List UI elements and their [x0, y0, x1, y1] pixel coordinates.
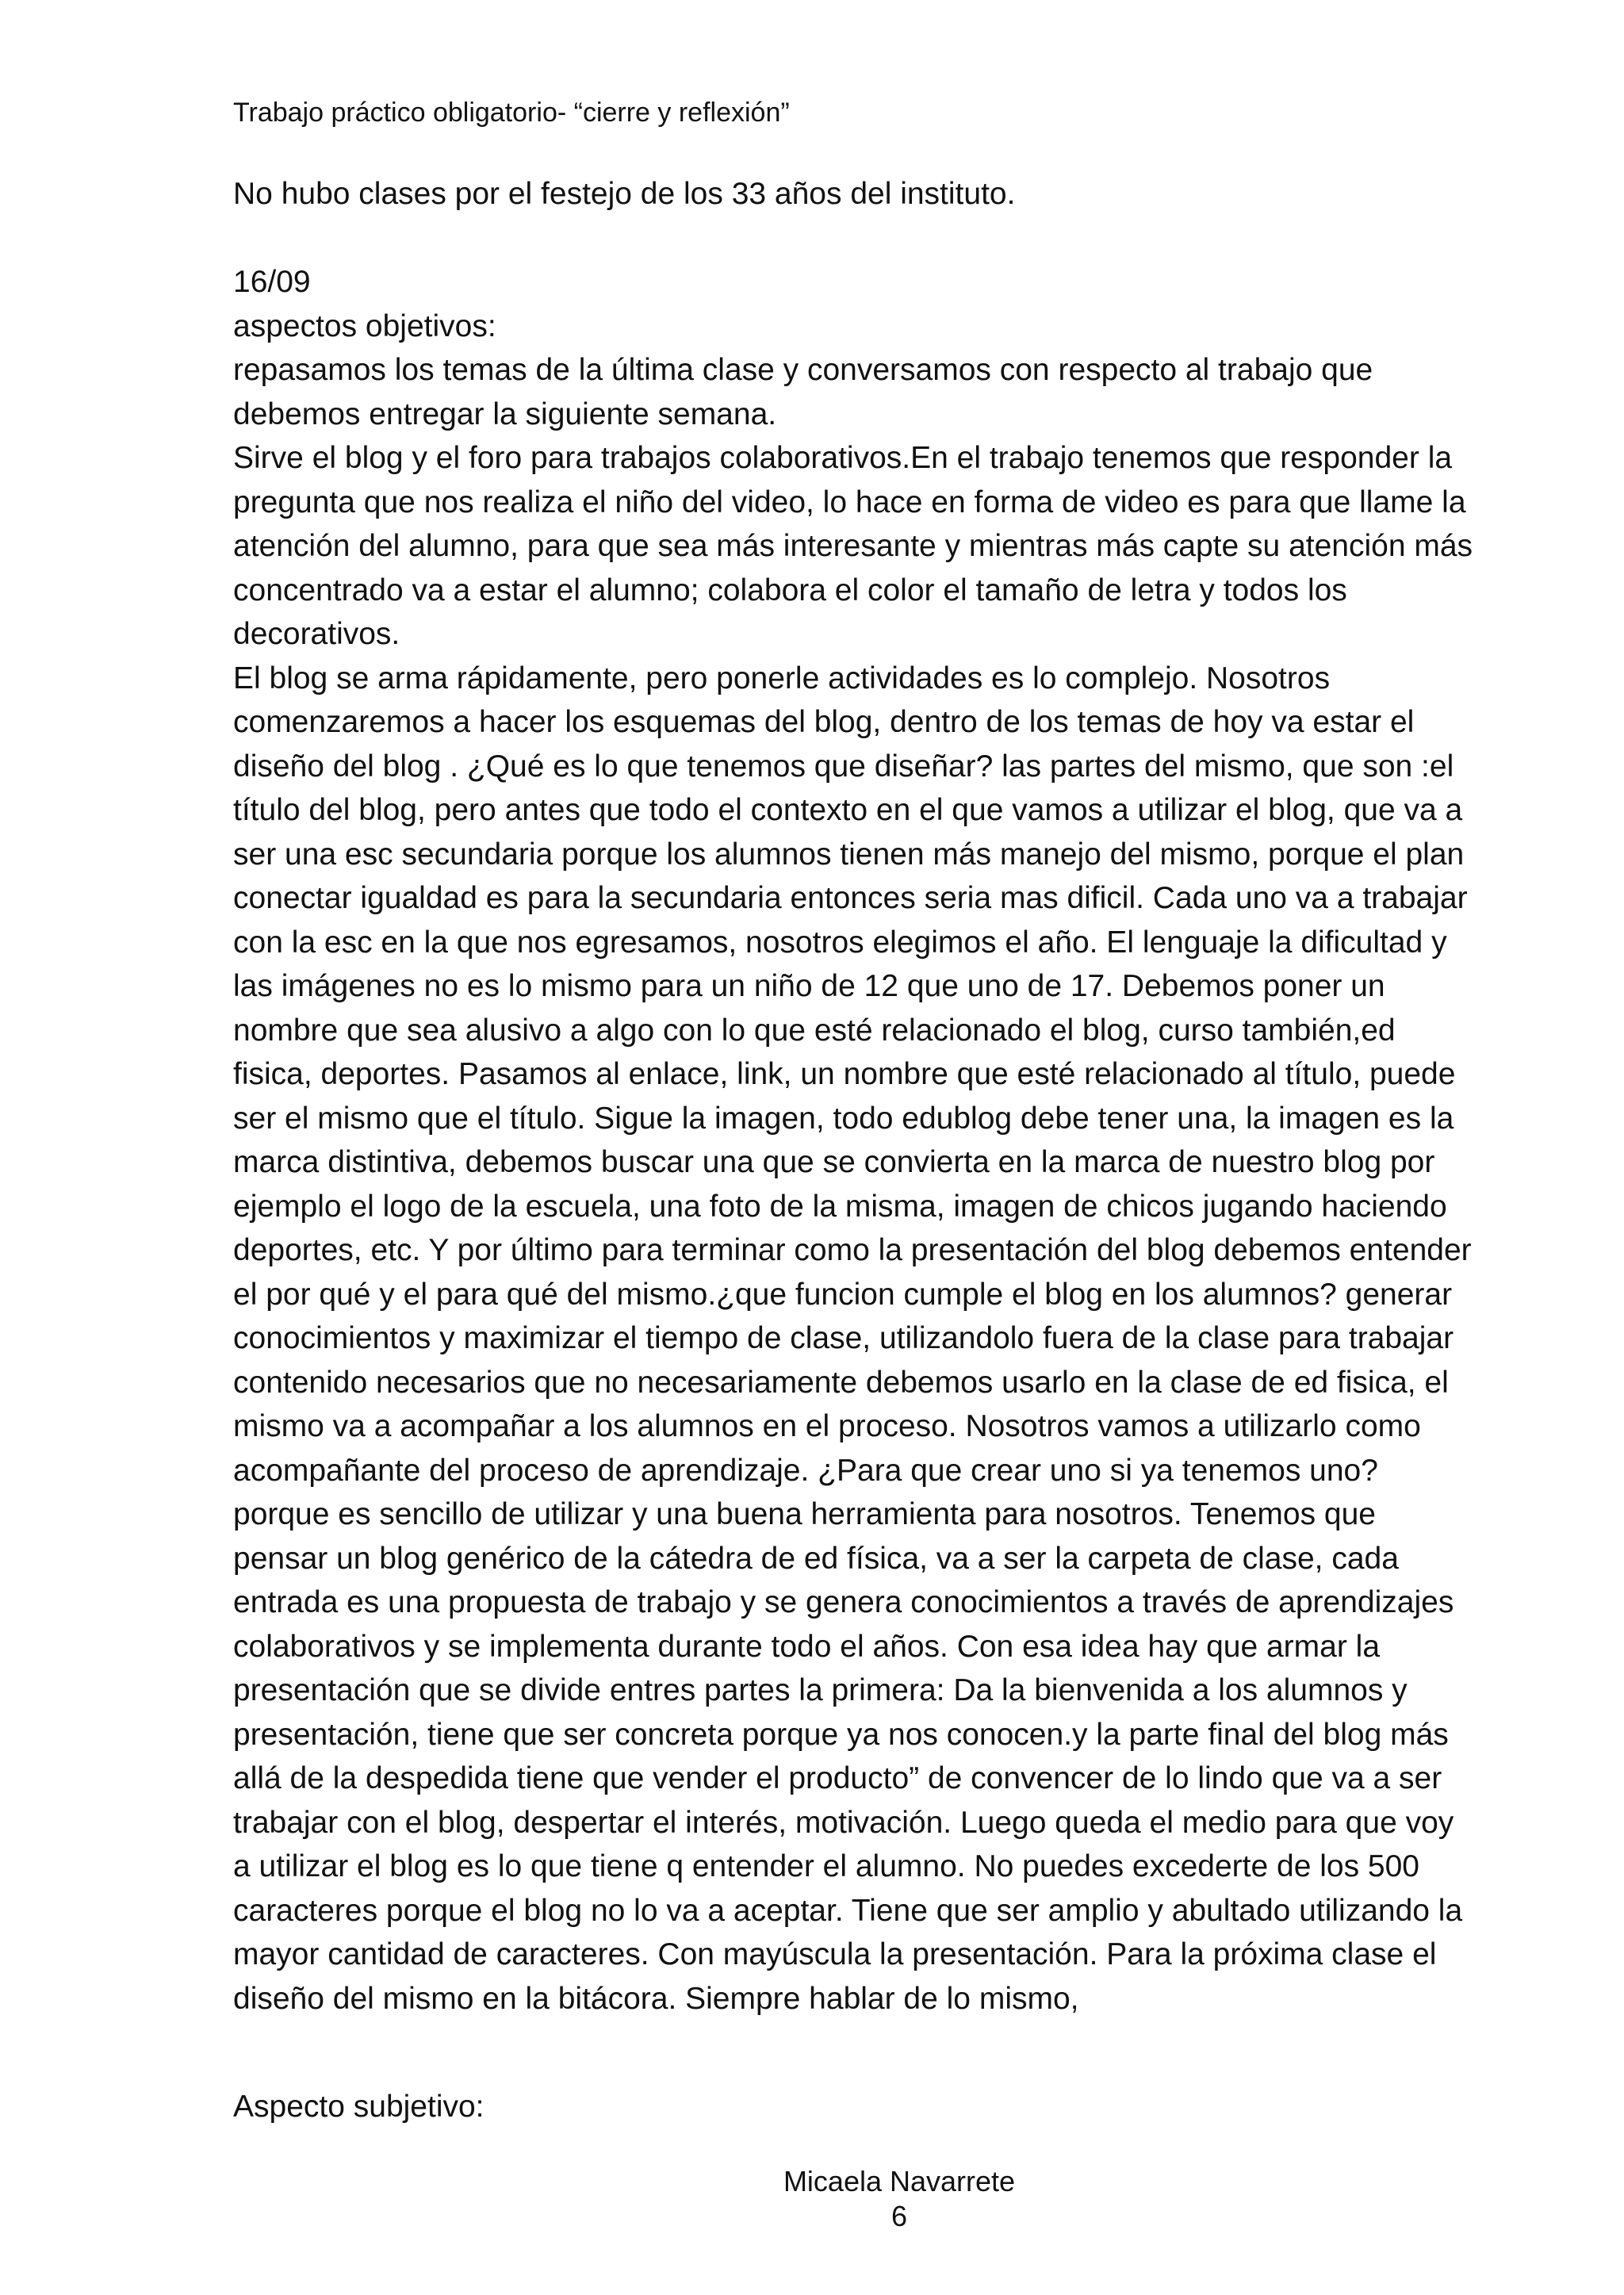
notes-text [233, 305, 1581, 2021]
text-line: allá de la despedida tiene que vender el producto” de convencer de lo lindo que va a ser [233, 1761, 1442, 1795]
text-line: título del blog, pero antes que todo el contexto en el que vamos a utilizar el blog, que va a [233, 793, 1463, 827]
text-line: diseño del blog . ¿Qué es lo que tenemos que diseñar? las partes del mismo, que son :el [233, 749, 1454, 784]
text-line: colaborativos y se implementa durante todo el años. Con esa idea hay que armar la [233, 1629, 1381, 1664]
text-line: a utilizar el blog es lo que tiene q entender el alumno. No puedes excederte de los 500 [233, 1849, 1419, 1883]
class-notes-body [233, 260, 1581, 2021]
text-line: Sirve el blog y el foro para trabajos colaborativos.En el trabajo tenemos que responder la [233, 441, 1453, 475]
text-line: decorativos. [233, 617, 400, 651]
text-line: aspectos objetivos: [233, 308, 496, 343]
text-line: acompañante del proceso de aprendizaje. ¿Para que crear uno si ya tenemos uno? [233, 1453, 1378, 1488]
text-line: ser el mismo que el título. Sigue la imagen, todo edublog debe tener una, la imagen es la [233, 1101, 1454, 1136]
intro-paragraph: No hubo clases por el festejo de los 33 años del instituto. [233, 177, 1016, 211]
text-line: ejemplo el logo de la escuela, una foto de la misma, imagen de chicos jugando haciendo [233, 1189, 1447, 1224]
subjective-heading: Aspecto subjetivo: [233, 2090, 485, 2124]
text-line: mayor cantidad de caracteres. Con mayúscula la presentación. Para la próxima clase el [233, 1937, 1437, 1971]
text-line: comenzaremos a hacer los esquemas del blog, dentro de los temas de hoy va estar el [233, 705, 1415, 739]
text-line: porque es sencillo de utilizar y una buena herramienta para nosotros. Tenemos que [233, 1497, 1377, 1531]
text-line: caracteres porque el blog no lo va a aceptar. Tiene que ser amplio y abultado utilizando la [233, 1893, 1463, 1928]
text-line: conocimientos y maximizar el tiempo de clase, utilizandolo fuera de la clase para trabajar [233, 1321, 1454, 1355]
page-number: 6 [891, 2200, 908, 2232]
text-line: contenido necesarios que no necesariamente debemos usarlo en la clase de ed fisica, el [233, 1365, 1449, 1400]
text-line: el por qué y el para qué del mismo.¿que funcion cumple el blog en los alumnos? generar [233, 1277, 1453, 1312]
text-line: ser una esc secundaria porque los alumnos tienen más manejo del mismo, porque el plan [233, 837, 1465, 872]
text-line: presentación que se divide entres partes la primera: Da la bienvenida a los alumnos y [233, 1673, 1408, 1707]
text-line: conectar igualdad es para la secundaria entonces seria mas dificil. Cada uno va a trabajar [233, 881, 1468, 915]
text-line: repasamos los temas de la última clase y conversamos con respecto al trabajo que [233, 353, 1373, 387]
text-line: debemos entregar la siguiente semana. [233, 397, 777, 431]
text-line: con la esc en la que nos egresamos, nosotros elegimos el año. El lenguaje la dificultad y [233, 925, 1447, 960]
text-line: marca distintiva, debemos buscar una que se convierta en la marca de nuestro blog por [233, 1145, 1435, 1179]
text-line: fisica, deportes. Pasamos al enlace, link, un nombre que esté relacionado al título, puede [233, 1057, 1456, 1091]
text-line: atención del alumno, para que sea más interesante y mientras más capte su atención más [233, 529, 1473, 563]
text-line: entrada es una propuesta de trabajo y se genera conocimientos a través de aprendizajes [233, 1585, 1454, 1619]
text-line: pregunta que nos realiza el niño del video, lo hace en forma de video es para que llame la [233, 485, 1466, 519]
text-line: presentación, tiene que ser concreta porque ya nos conocen.y la parte final del blog más [233, 1717, 1449, 1752]
text-line: las imágenes no es lo mismo para un niño de 12 que uno de 17. Debemos poner un [233, 969, 1385, 1003]
footer-author: Micaela Navarrete [783, 2165, 1016, 2197]
text-line: nombre que sea alusivo a algo con lo que esté relacionado el blog, curso también,ed [233, 1013, 1396, 1048]
text-line: El blog se arma rápidamente, pero ponerle actividades es lo complejo. Nosotros [233, 661, 1331, 695]
text-line: diseño del mismo en la bitácora. Siempre hablar de lo mismo, [233, 1981, 1079, 2016]
document-header: Trabajo práctico obligatorio- “cierre y reflexión” [233, 98, 790, 128]
text-line: concentrado va a estar el alumno; colabora el color el tamaño de letra y todos los [233, 573, 1347, 607]
entry-date: 16/09 [233, 265, 311, 299]
text-line: deportes, etc. Y por último para terminar como la presentación del blog debemos entender [233, 1233, 1472, 1267]
text-line: mismo va a acompañar a los alumnos en el proceso. Nosotros vamos a utilizarlo como [233, 1409, 1421, 1443]
text-line: pensar un blog genérico de la cátedra de ed física, va a ser la carpeta de clase, cada [233, 1541, 1399, 1576]
text-line: trabajar con el blog, despertar el interés, motivación. Luego queda el medio para que voy [233, 1805, 1454, 1840]
